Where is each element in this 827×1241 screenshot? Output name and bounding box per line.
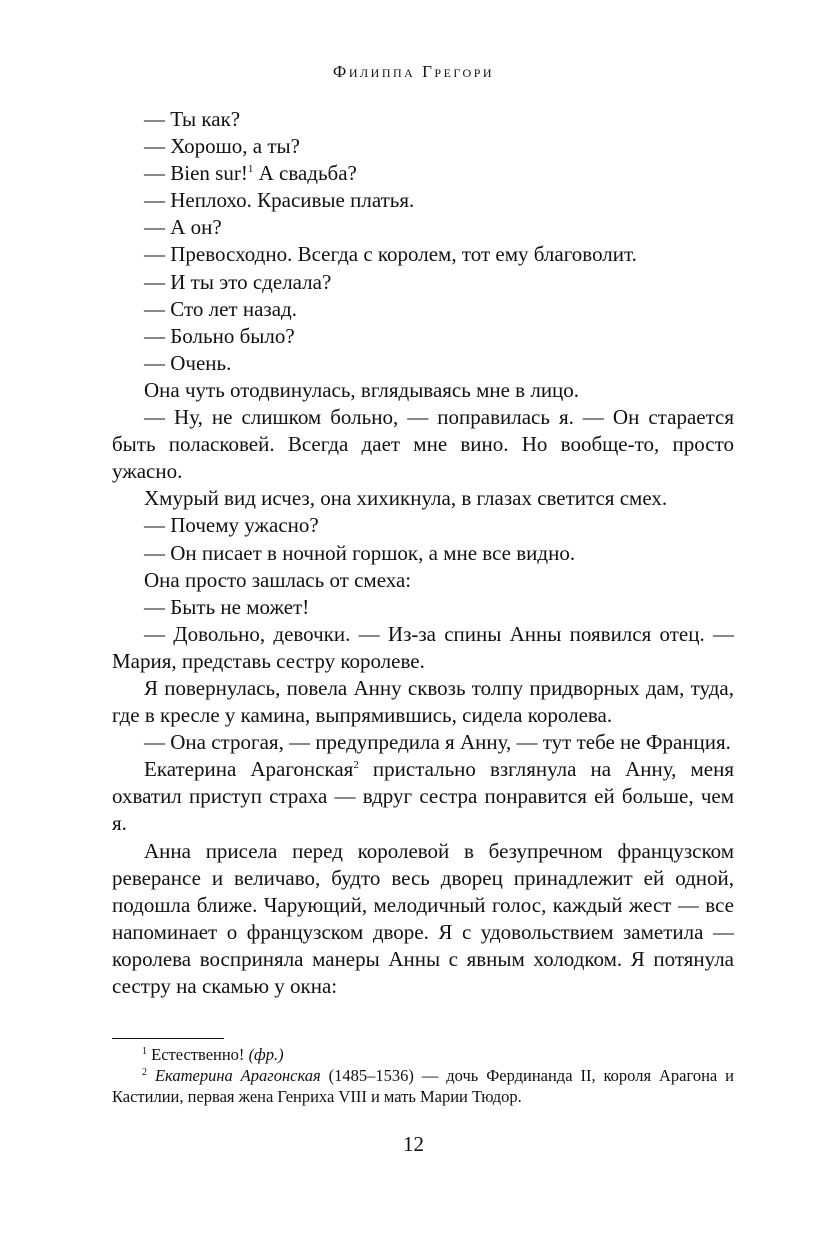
paragraph: — Ну, не слишком больно, — поправилась я. — Он старается быть поласковей. Всегда дает мне вино. Но вообще-то, просто ужасно. — [112, 405, 734, 484]
footnote-rule — [112, 1038, 224, 1039]
paragraph: — Быть не может! — [144, 594, 310, 619]
paragraph: — Превосходно. Всегда с королем, тот ему благоволит. — [144, 242, 637, 267]
paragraph: — Bien sur!$^1$ А свадьба? — [144, 161, 357, 186]
running-head: Филиппа Грегори — [332, 62, 495, 81]
footnote-ref: 1 — [247, 163, 254, 176]
paragraph: Она просто зашлась от смеха: — [144, 567, 412, 592]
footnotes — [112, 1044, 734, 1107]
paragraph: Екатерина Арагонская$^2$ пристально взглянула на Анну, меня охватил приступ страха — вдруг сестра понравится ей больше, чем я. — [112, 757, 734, 836]
paragraph: — Неплохо. Красивые платья. — [144, 188, 415, 213]
paragraph: — А он? — [144, 215, 222, 240]
paragraph: — Больно было? — [144, 323, 295, 348]
footnote-ref: 2 — [353, 759, 359, 772]
page-number: 12 — [403, 1132, 424, 1156]
body-text — [112, 106, 734, 1000]
paragraph: — И ты это сделала? — [144, 269, 332, 294]
paragraph: — Он писает в ночной горшок, а мне все видно. — [144, 540, 576, 565]
footnote: $^2$ Екатерина Арагонская (1485–1536) — дочь Фердинанда II, короля Арагона и Кастилии, первая жена Генриха VIII и мать Марии Тюдор. — [112, 1066, 734, 1106]
paragraph: — Очень. — [144, 350, 232, 375]
paragraph: Она чуть отодвинулась, вглядываясь мне в лицо. — [144, 377, 580, 402]
paragraph: — Ты как? — [144, 107, 241, 131]
paragraph: — Довольно, девочки. — Из-за спины Анны появился отец. — Мария, представь сестру королеве. — [112, 621, 734, 673]
paragraph: — Почему ужасно? — [144, 513, 319, 538]
footnote-mark: 1 — [142, 1046, 147, 1057]
paragraph: — Она строгая, — предупредила я Анну, — тут тебе не Франция. — [144, 730, 731, 755]
footnote: $^1$ Естественно! (фр.) — [142, 1045, 284, 1064]
paragraph: — Сто лет назад. — [144, 296, 297, 321]
footnote-mark: 2 — [142, 1067, 147, 1078]
paragraph: Анна присела перед королевой в безупречном французском реверансе и величаво, будто весь дворец принадлежит ей одной, подошла ближе. Чарующий, мелодичный голос, каждый жест — все напоминает о французском дворе. Я с удовольствием заметила — королева восприняла манеры Анны с явным холодком. Я потянула сестру на скамью у окна: — [112, 838, 734, 998]
paragraph: — Хорошо, а ты? — [144, 134, 300, 159]
paragraph: Я повернулась, повела Анну сквозь толпу придворных дам, туда, где в кресле у камина, выпрямившись, сидела королева. — [112, 675, 734, 728]
paragraph: Хмурый вид исчез, она хихикнула, в глазах светится смех. — [144, 486, 668, 511]
